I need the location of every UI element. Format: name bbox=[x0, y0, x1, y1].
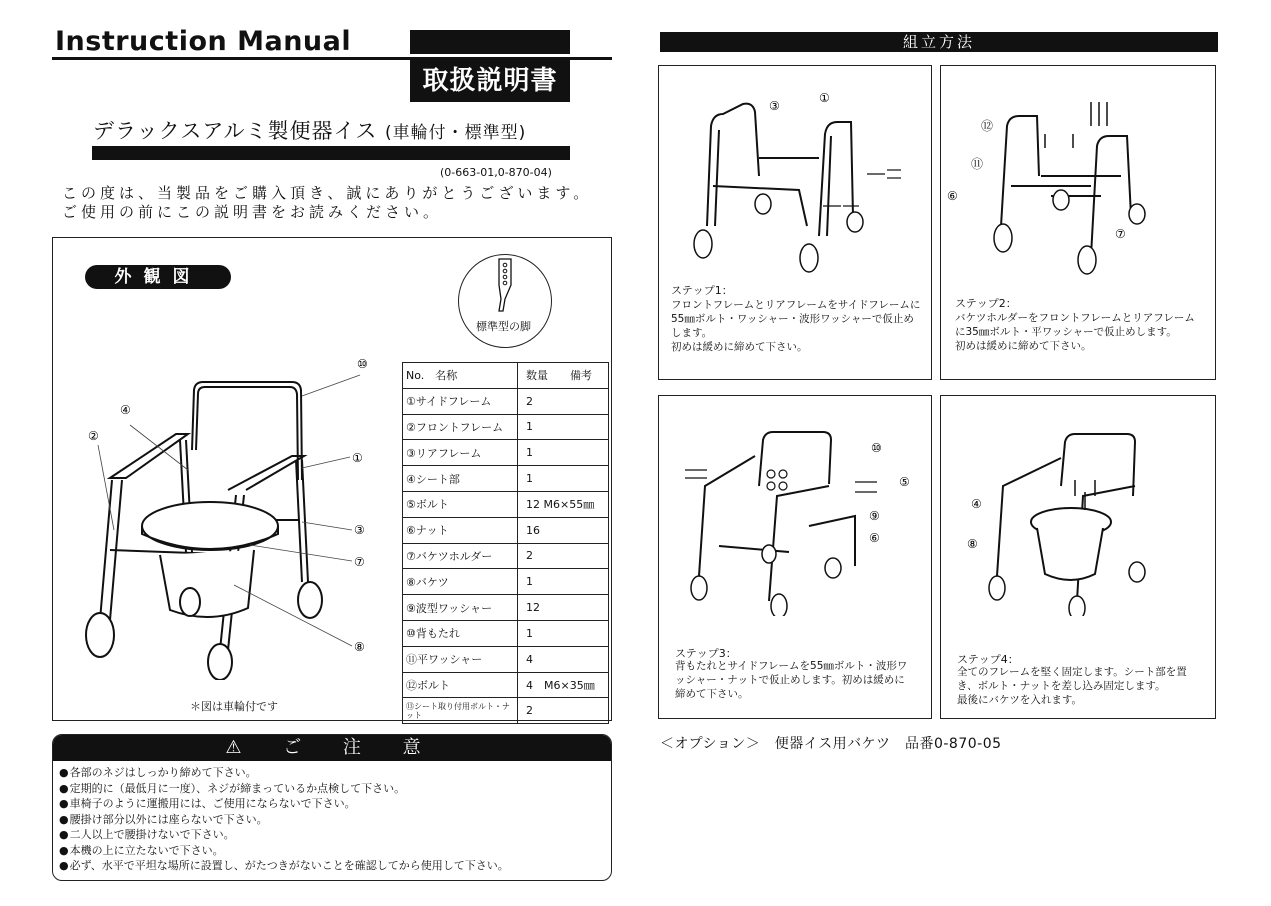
part-qty: 1 bbox=[518, 466, 609, 492]
list-item: ● 車椅子のように運搬用には、ご使用にならないで下さい。 bbox=[59, 796, 611, 812]
table-row bbox=[403, 414, 609, 440]
part-name: ⑧バケツ bbox=[403, 569, 518, 595]
part-qty: 4 M6×35㎜ bbox=[518, 672, 609, 698]
step-3-line: 背もたれとサイドフレームを55㎜ボルト・波形ワ bbox=[675, 660, 908, 672]
step-2-panel bbox=[940, 65, 1216, 380]
step-1-callout-3: ③ bbox=[769, 99, 780, 113]
table-row bbox=[403, 388, 609, 414]
table-row bbox=[403, 620, 609, 646]
part-name: ⑥ナット bbox=[403, 517, 518, 543]
step-4-line: 全てのフレームを堅く固定します。シート部を置 bbox=[957, 666, 1187, 678]
step-2-text bbox=[955, 311, 1213, 353]
step-2-callout-6: ⑥ bbox=[947, 189, 958, 203]
parts-table-header bbox=[403, 363, 609, 389]
leg-inset-label: 標準型の脚 bbox=[476, 320, 531, 333]
part-qty: 2 bbox=[518, 388, 609, 414]
japanese-title-badge: 取扱説明書 bbox=[410, 60, 570, 102]
step-2-title: ステップ2： bbox=[955, 297, 1017, 310]
step-2-line: 初めは緩めに締めて下さい。 bbox=[955, 340, 1092, 352]
product-type: (車輪付・標準型) bbox=[385, 123, 527, 143]
part-name: ⑫ボルト bbox=[403, 672, 518, 698]
step-1-drawing bbox=[659, 66, 931, 276]
callout-7: ⑦ bbox=[354, 555, 365, 569]
step-2-line: に35㎜ボルト・平ワッシャーで仮止めします。 bbox=[955, 326, 1177, 338]
step-4-callout-8: ⑧ bbox=[967, 537, 978, 551]
caution-list bbox=[59, 765, 611, 874]
part-qty: 1 bbox=[518, 414, 609, 440]
caution-panel bbox=[52, 734, 612, 881]
product-codes: (0-663-01,0-870-04) bbox=[440, 166, 552, 179]
step-4-panel bbox=[940, 395, 1216, 719]
step-2-callout-12: ⑫ bbox=[981, 119, 994, 133]
part-qty: 2 bbox=[518, 698, 609, 724]
callout-1: ① bbox=[352, 451, 363, 465]
table-row bbox=[403, 595, 609, 621]
part-qty: 12 M6×55㎜ bbox=[518, 491, 609, 517]
step-4-title: ステップ4： bbox=[957, 653, 1019, 666]
figure-note: ＊図は車輪付です bbox=[190, 700, 278, 713]
part-qty: 4 bbox=[518, 646, 609, 672]
english-title: Instruction Manual bbox=[55, 26, 352, 57]
caution-title: ⚠ ご 注 意 bbox=[53, 735, 611, 761]
step-2-callout-7: ⑦ bbox=[1115, 227, 1126, 241]
step-1-panel bbox=[658, 65, 932, 380]
step-4-text bbox=[957, 665, 1207, 707]
part-name: ⑨波型ワッシャー bbox=[403, 595, 518, 621]
step-3-callout-9: ⑨ bbox=[869, 509, 880, 523]
callout-10: ⑩ bbox=[357, 357, 368, 371]
step-4-line: き、ボルト・ナットを差し込み固定します。 bbox=[957, 680, 1166, 692]
intro-line-1: この度は、当製品をご購入頂き、誠にありがとうございます。 bbox=[62, 184, 593, 202]
list-item: ● 腰掛け部分以外には座らないで下さい。 bbox=[59, 812, 611, 828]
part-name: ⑩背もたれ bbox=[403, 620, 518, 646]
part-name: ⑬シート取り付用ボルト・ナット bbox=[403, 698, 518, 724]
title-underline-bar bbox=[92, 146, 570, 160]
step-3-callout-5: ⑤ bbox=[899, 475, 910, 489]
table-row bbox=[403, 646, 609, 672]
appearance-section-label: 外観図 bbox=[85, 265, 231, 289]
step-3-callout-6: ⑥ bbox=[869, 531, 880, 545]
step-1-title: ステップ1： bbox=[671, 284, 733, 297]
chair-appearance-drawing bbox=[70, 350, 400, 680]
list-item: ● 二人以上で腰掛けないで下さい。 bbox=[59, 827, 611, 843]
step-1-line: します。 bbox=[671, 327, 713, 339]
title-black-block bbox=[410, 30, 570, 54]
part-name: ④シート部 bbox=[403, 466, 518, 492]
step-2-line: バケツホルダーをフロントフレームとリアフレーム bbox=[955, 312, 1195, 324]
table-row bbox=[403, 543, 609, 569]
product-name: デラックスアルミ製便器イス bbox=[93, 119, 378, 143]
table-row bbox=[403, 491, 609, 517]
step-4-callout-4: ④ bbox=[971, 497, 982, 511]
step-2-callout-11: ⑪ bbox=[971, 157, 984, 171]
table-row bbox=[403, 517, 609, 543]
part-name: ⑤ボルト bbox=[403, 491, 518, 517]
step-3-drawing bbox=[659, 396, 931, 616]
step-1-callout-1: ① bbox=[819, 91, 830, 105]
step-3-title: ステップ3： bbox=[675, 647, 737, 660]
part-name: ③リアフレーム bbox=[403, 440, 518, 466]
option-bucket-info: ＜オプション＞ 便器イス用バケツ 品番0-870-05 bbox=[660, 736, 1002, 752]
assembly-header: 組立方法 bbox=[660, 32, 1218, 52]
parts-table bbox=[402, 362, 609, 724]
step-4-drawing bbox=[941, 396, 1215, 616]
step-3-line: ッシャー・ナットで仮止めします。初めは緩めに bbox=[675, 674, 905, 686]
part-qty: 2 bbox=[518, 543, 609, 569]
callout-4: ④ bbox=[120, 403, 131, 417]
step-3-text bbox=[675, 659, 925, 701]
part-name: ⑪平ワッシャー bbox=[403, 646, 518, 672]
step-1-line: フロントフレームとリアフレームをサイドフレームに bbox=[671, 299, 921, 311]
step-2-drawing bbox=[941, 66, 1215, 276]
table-header-qty: 数量 備考 bbox=[518, 363, 609, 389]
step-1-line: 初めは緩めに締めて下さい。 bbox=[671, 341, 808, 353]
part-name: ②フロントフレーム bbox=[403, 414, 518, 440]
step-1-text bbox=[671, 298, 929, 354]
step-4-line: 最後にバケツを入れます。 bbox=[957, 694, 1083, 706]
part-qty: 12 bbox=[518, 595, 609, 621]
table-row bbox=[403, 698, 609, 724]
step-3-line: 締めて下さい。 bbox=[675, 688, 749, 700]
step-3-callout-10: ⑩ bbox=[871, 441, 882, 455]
product-title bbox=[93, 115, 526, 145]
list-item: ● 各部のネジはしっかり締めて下さい。 bbox=[59, 765, 611, 781]
table-row bbox=[403, 569, 609, 595]
table-row bbox=[403, 440, 609, 466]
callout-8: ⑧ bbox=[354, 640, 365, 654]
callout-2: ② bbox=[88, 429, 99, 443]
part-name: ①サイドフレーム bbox=[403, 388, 518, 414]
part-qty: 16 bbox=[518, 517, 609, 543]
table-header-name: No. 名称 bbox=[403, 363, 518, 389]
list-item: ● 必ず、水平で平坦な場所に設置し、がたつきがないことを確認してから使用して下さい。 bbox=[59, 858, 611, 874]
list-item: ● 定期的に（最低月に一度）、ネジが締まっているか点検して下さい。 bbox=[59, 781, 611, 797]
part-qty: 1 bbox=[518, 569, 609, 595]
part-qty: 1 bbox=[518, 440, 609, 466]
list-item: ● 本機の上に立たないで下さい。 bbox=[59, 843, 611, 859]
step-1-line: 55㎜ボルト・ワッシャー・波形ワッシャーで仮止め bbox=[671, 313, 914, 325]
part-qty: 1 bbox=[518, 620, 609, 646]
table-row bbox=[403, 466, 609, 492]
table-row bbox=[403, 672, 609, 698]
step-3-panel bbox=[658, 395, 932, 719]
callout-3: ③ bbox=[354, 523, 365, 537]
intro-text bbox=[62, 184, 592, 222]
part-name: ⑦バケツホルダー bbox=[403, 543, 518, 569]
intro-line-2: ご使用の前にこの説明書をお読みください。 bbox=[62, 203, 443, 221]
